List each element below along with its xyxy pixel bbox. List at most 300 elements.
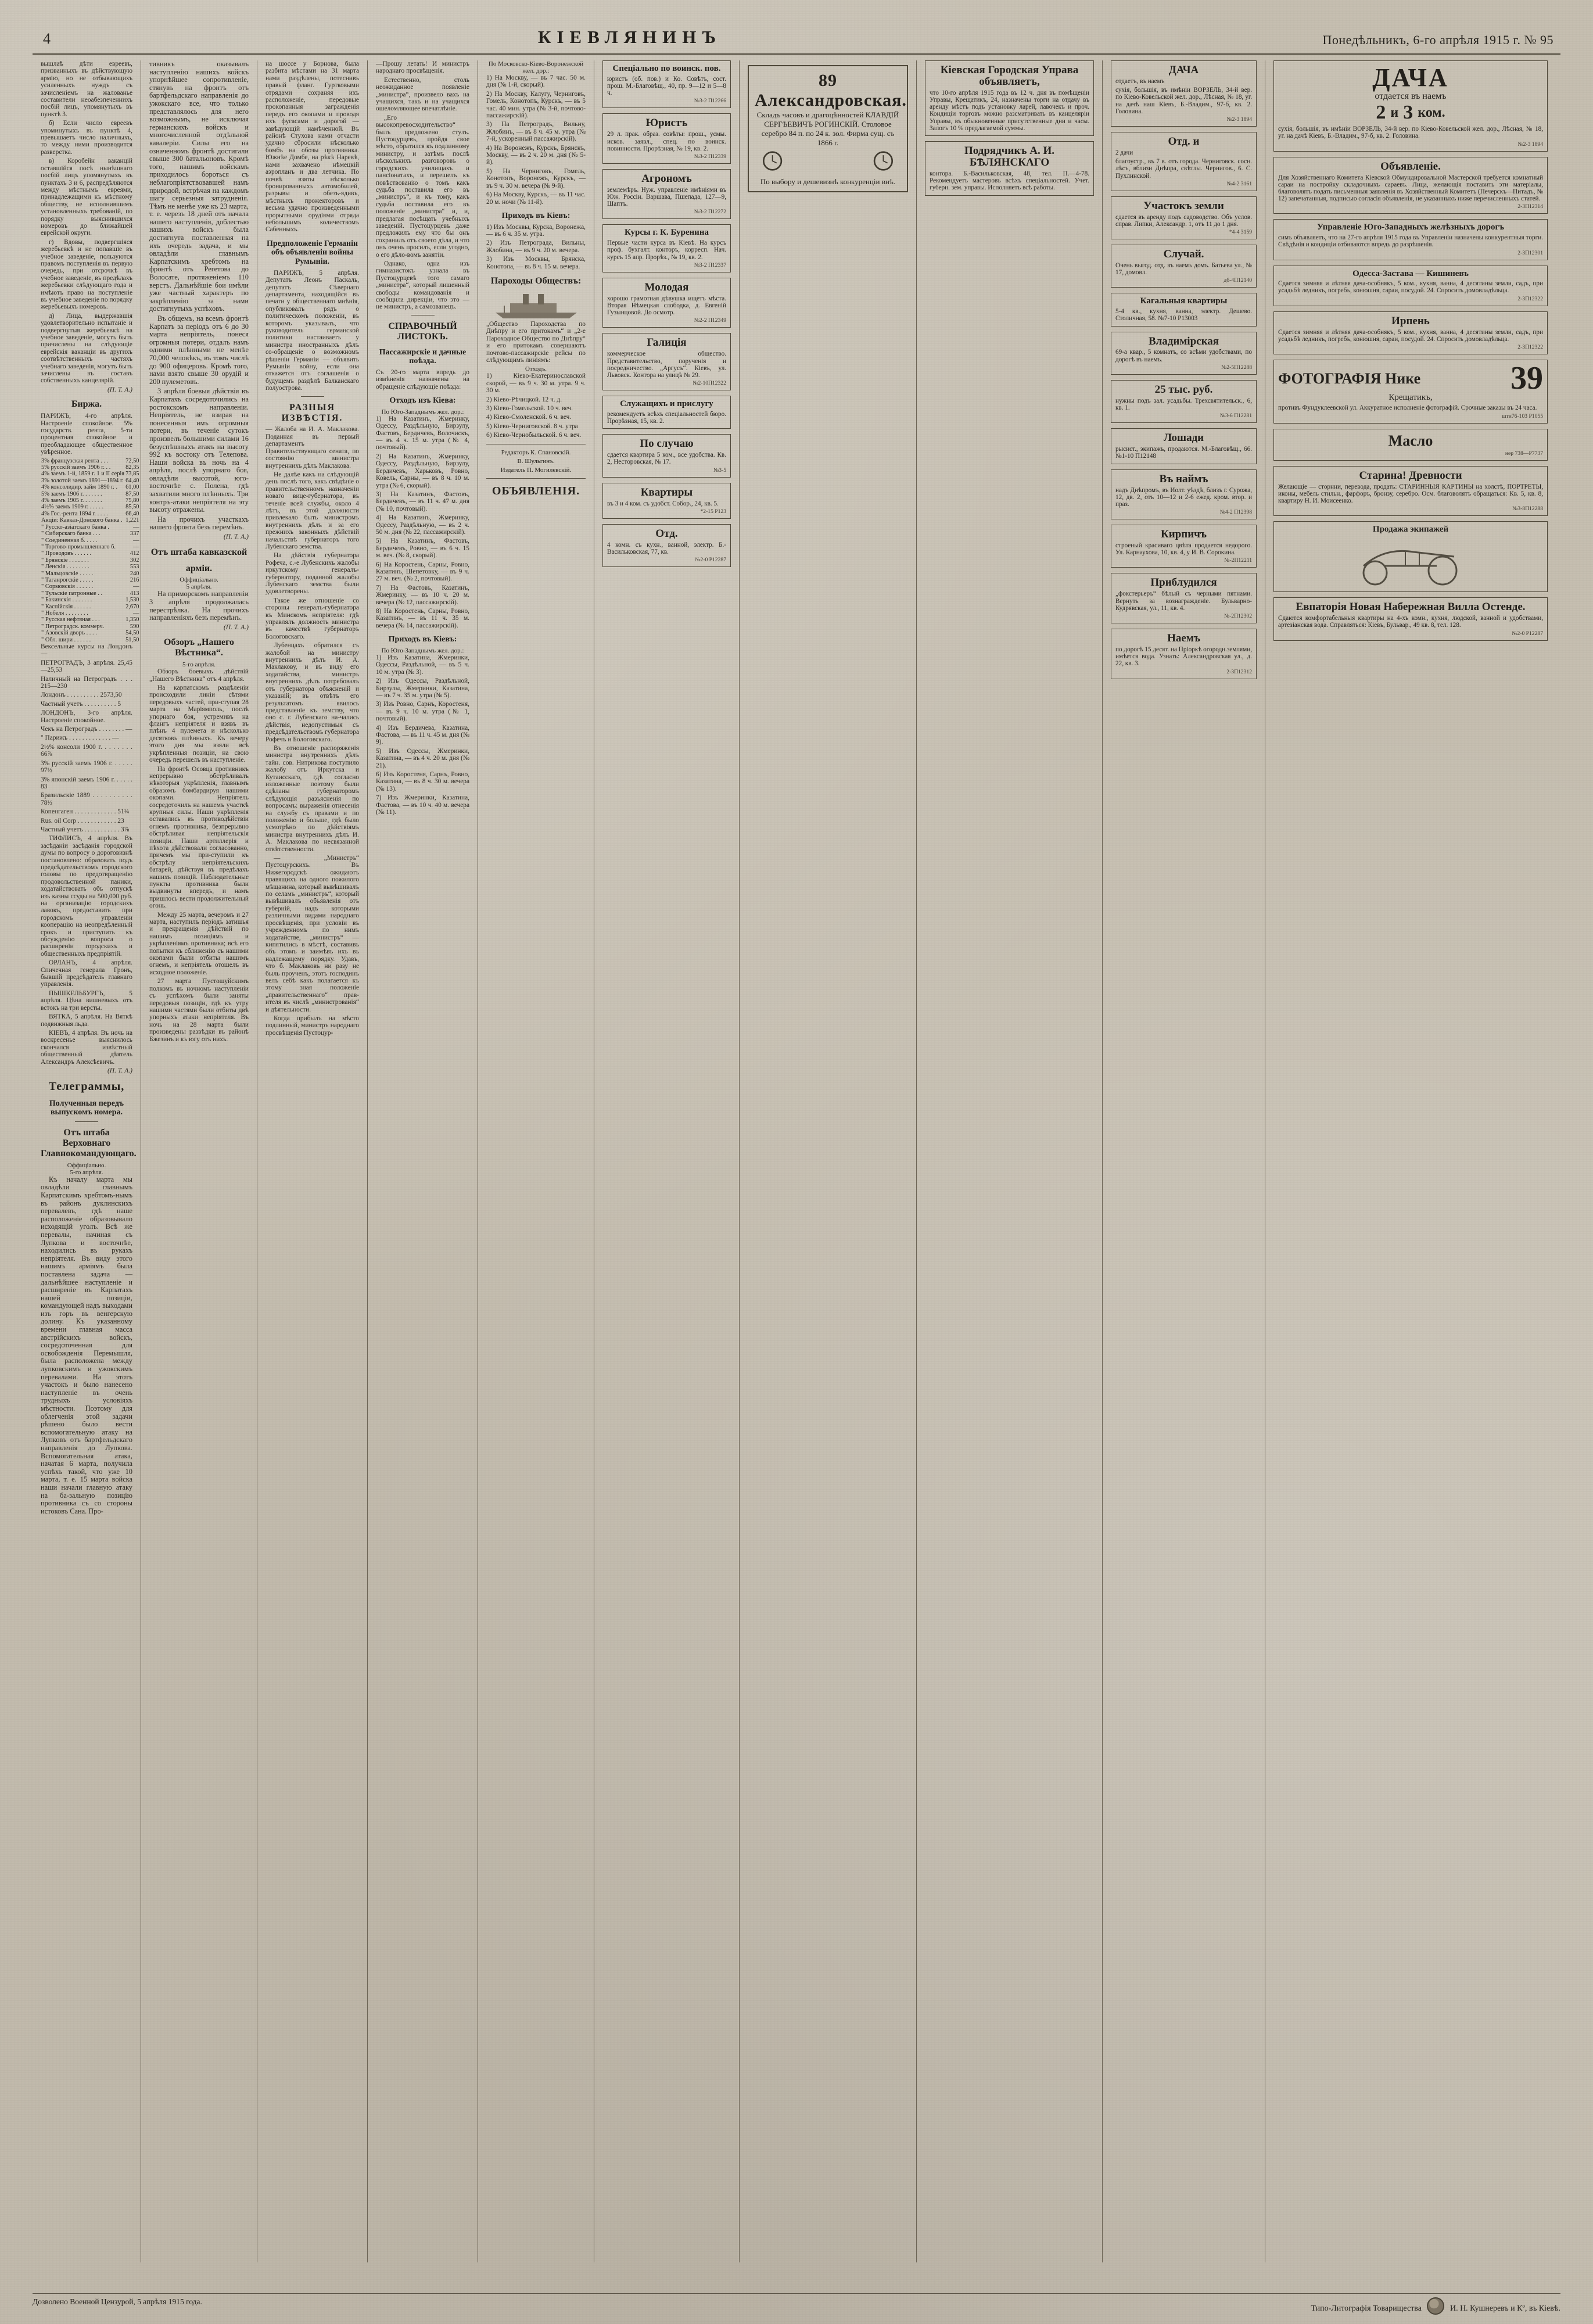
ad-heading: Кирпичъ xyxy=(1161,528,1207,541)
ad-address: 89 Александровская. xyxy=(755,71,907,110)
ad-reference: *4-4 3159 xyxy=(1229,229,1252,236)
ad-body: противъ Фундуклеевской ул. Аккуратное исполненіе фотографій. Срочные заказы въ 24 часа. xyxy=(1278,404,1537,412)
ad-heading: 25 тыс. руб. xyxy=(1154,383,1213,396)
ad-classified-9[interactable] xyxy=(1111,525,1257,568)
table-row xyxy=(41,564,139,570)
ad-reference: №2-2 П12349 xyxy=(694,317,726,324)
heading-telegrams-sub: Полученныя передъ выпускомъ номера. xyxy=(49,1099,124,1117)
table-row xyxy=(41,517,139,523)
printer-line-a: Типо-Литографія Товарищества xyxy=(1311,2304,1422,2313)
ad-heading: Случай. xyxy=(1163,248,1204,261)
table-row xyxy=(41,571,139,577)
ad-reference: №4-2 П12398 xyxy=(1219,509,1252,516)
table-row xyxy=(41,583,139,590)
ad-stack-classified xyxy=(1111,60,1257,679)
divider xyxy=(486,478,586,479)
page-number: 4 xyxy=(43,30,51,47)
ad-service-2[interactable] xyxy=(602,169,731,220)
heading-misc-news: РАЗНЫЯ ИЗВѢСТІЯ. xyxy=(281,402,343,423)
ad-classified-7[interactable] xyxy=(1111,428,1257,464)
steamship-route: 6) Кіево-Чернобыльской. 6 ч. веч. xyxy=(486,432,582,439)
table-row xyxy=(41,497,139,504)
paragraph: Между 25 марта, вечеромъ и 27 марта, наступилъ періодъ затишья и прекращенія дѣйствій по нашимъ позиціямъ и укрѣпленіямъ противника; всѣ его попытки къ сближенію съ нашими окопами были отбиты нашимъ огнемъ, и непріятель отошелъ въ исходное положеніе. xyxy=(149,911,249,976)
table-row xyxy=(41,637,139,643)
ad-reference: №2-0 Р12287 xyxy=(1512,630,1543,637)
ad-heading: Ирпень xyxy=(1391,314,1430,327)
printer-seal-icon xyxy=(1427,2297,1444,2315)
divider xyxy=(301,396,324,397)
paragraph: б) Если число евреевъ упоминутыхъ въ пунктѣ 4, превышаетъ число наличныхъ, то между ними производится разверстка. xyxy=(41,120,132,156)
security-price: 337 xyxy=(130,530,139,537)
heading-steamships: Пароходы Обществъ: xyxy=(490,276,582,286)
ad-classified-3[interactable] xyxy=(1111,245,1257,288)
paragraph: Лубенцахъ обратился съ жалобой на министру внутреннихъ дѣлъ И. А. Маклакову, и въ виду его ходатайства, министръ внутреннихъ дѣлъ потребовалъ отъ губернатора объясненій и указаній; въ отвѣтъ его результатомъ явилось представленіе къ земству, что оно с. г. Лубенскаго на-чались дѣйствія, недопустимыя съ предсѣдательствомъ губернатора Рофечъ и Бологовскаго. xyxy=(266,642,359,743)
table-row xyxy=(41,464,139,471)
paragraph: ТИФЛИСЪ, 4 апрѣля. Въ засѣданіи засѣданія городской думы по вопросу о дороговизнѣ постановлено: образовать подъ предсѣдательствомъ городского головы по предотвращенію продовольственной паники, ходатайствовать объ отпускѣ изъ казны ссуды на 500,000 руб. на организацію городскихъ лавокъ, предоставить при городскомъ управленіи кооперацію на неопредѣленный срокъ и приступить къ обсужденію вопроса о расширеніи городскихъ и общественныхъ предпріятій. xyxy=(41,835,132,957)
official-date: 5-го апрѣля. xyxy=(70,1168,103,1176)
ad-service-7[interactable] xyxy=(602,434,731,477)
train-line: 3) Изъ Ровно, Сарнъ, Коростеня, — въ 9 ч. 10 м. утра (№ 1, почтовый). xyxy=(376,701,469,723)
ad-reference: шти76-103 Р1055 xyxy=(1502,413,1543,419)
heading-departures: Отходъ изъ Кіева: xyxy=(389,396,456,406)
ad-antiques[interactable] xyxy=(1273,466,1548,517)
train-line: 8) На Коростень, Сарны, Ровно, Казатинъ, — въ 11 ч. 35 м. вечера (№ 14, пассажирскій). xyxy=(376,608,469,629)
security-price: 1,350 xyxy=(125,616,139,623)
subheading-moscow-rail: По Московско-Кіево-Воронежской жел. дор.: xyxy=(488,60,584,74)
table-row xyxy=(41,530,139,537)
heading-steamship-departure: Отходъ. xyxy=(525,365,547,373)
printer-note xyxy=(1311,2297,1560,2315)
ad-body: Желающіе — сторнни, перевода, продать: СТАРИННЫЯ КАРТИНЫ на холстѣ, ПОРТРЕТЫ, иконы, мебель стильн., фарфоръ, бронзу, серебро. Осм. благоволятъ обращаться: Кв. 5, кв. 8, квартиру Н. И. Моисеенко. xyxy=(1278,483,1543,505)
ad-body: Сдаются комфортабельныя квартиры на 4-хъ комн., кухня, людской, ванной и удобствами, артезіанская вода. Справляться: Кіевъ, Бульвар., 49 кв. 8, тел. 128. xyxy=(1278,615,1543,629)
ad-butter[interactable] xyxy=(1273,429,1548,461)
security-price: 1,530 xyxy=(125,597,139,604)
security-price: 66,40 xyxy=(125,510,139,517)
ad-subheading: коммерческое общество. Представительство, порученія и посредничество. „Аргусъ“. Кіевъ, ул. Львовск. Контора на улицѣ № 29. xyxy=(607,350,726,379)
ad-subheading: Сдается зимняя и лѣтняя дача-особнякъ, 5 ком., кухня, ванна, 4 десятины земли, садъ, при усадьбѣ ледникъ, погребъ, конюшня, сараи, посудой. 24. Спросить домовладѣльца. xyxy=(1278,328,1543,343)
financial-notes xyxy=(41,643,132,833)
ad-display-3[interactable] xyxy=(1273,311,1548,354)
train-line: 6) На Коростень, Сарны, Ровно, Казатинъ, Шепетовку, — въ 9 ч. 27 м. веч. (№ 2, почтовый). xyxy=(376,561,469,583)
ad-reference: №2-0 Р12287 xyxy=(695,557,726,564)
ad-service-5[interactable] xyxy=(602,333,731,390)
rate-line: Частный учетъ . . . . . . . . . . . 3⅞ xyxy=(41,826,130,833)
security-name: 5% заемъ 1906 г. . . . . . . xyxy=(41,490,102,497)
financial-table xyxy=(41,458,139,643)
column-grid xyxy=(33,60,1560,2262)
ad-subheading: 4 комн. съ кухн., ванной, электр. Б.-Васильковская, 77, кв. xyxy=(607,541,726,555)
ad-subheading: „фокстерьеръ“ бѣлый съ черными пятнами. Вернуть за вознагражденіе. Бульварно-Кудрявская, ул., 11, кв. 4. xyxy=(1115,590,1252,612)
ad-reference: дб-4П12140 xyxy=(1224,277,1252,284)
room-count-b: 3 xyxy=(1403,102,1413,124)
ad-classified-4[interactable] xyxy=(1111,293,1257,326)
security-name: " Нобеля . . . . . . . . xyxy=(41,609,88,616)
table-row xyxy=(41,537,139,544)
security-price: 85,50 xyxy=(125,504,139,511)
ad-subheading: отдается въ наемъ xyxy=(1375,91,1447,102)
paragraph: г) Вдовы, подвергшіяся жеребьевкѣ и не попавшіе въ учебное заведеніе, пользуются правомъ поступленія въ первую очередь, при отсрочкѣ въ учебное заведеніе, въ предѣлахъ жеребьевки слѣдующаго года и имѣютъ право на поступленіе въ учебное заведеніе по порядку жеребьевыхъ номеровъ. xyxy=(41,238,132,311)
steamship-route: 1) Кіево-Екатеринославской скорой, — въ 9 ч. 30 м. утра. 9 ч. 30 м. xyxy=(486,372,586,394)
table-row xyxy=(41,458,139,464)
ad-reference: №3-6 П12281 xyxy=(1219,413,1252,419)
ad-classified-6[interactable] xyxy=(1111,380,1257,423)
table-row xyxy=(41,550,139,557)
paragraph: Обзоръ боевыхъ дѣйствій „Нашего Вѣстника“ отъ 4 апрѣля. xyxy=(149,668,249,683)
ad-belyansky-contractor[interactable] xyxy=(925,141,1094,195)
paragraph: „Его высокопревосходительство“ былъ предложено стулъ. Пустоцурцевъ, пройдя свое мѣсто, обратился къ подлинному министру, и затѣмъ послѣ нѣсколькихъ разговоровъ о городскихъ училищахъ и пансіонатахъ, и перешелъ къ повѣствованію о томъ какъ судьба поставила его въ „министръ“, и къ тому, какъ судьба поставила его въ положеніе „министра“ и, и, предлагая посѣщать учебныхъ заведеній. Пустоцурцевъ даже предложилъ ему что бы онъ сохранилъ отъ своего дѣла, и что онъ очень просилъ, если угодно, о его дѣло-вомъ занятіи. xyxy=(376,114,469,259)
ad-heading: Подрядчикъ А. И. БѢЛЯНСКАГО xyxy=(964,145,1054,169)
ad-body: симъ объявляетъ, что на 27-го апрѣля 1915 года въ Управленіи назначены конкурентныя торги. Свѣдѣнія и кондиціи отбиваются впредь до разрѣшенія. xyxy=(1278,234,1543,249)
security-name: " Русско-азіатскаго банка . xyxy=(41,523,109,530)
security-name: " Тульскіе патронные . . xyxy=(41,590,103,597)
heading-arrivals-kiev: Приходъ въ Кіевъ: xyxy=(501,211,571,220)
ad-reference: 2-3П12322 xyxy=(1517,295,1543,302)
table-row xyxy=(41,630,139,636)
rate-line: Чекъ на Петроградъ . . . . . . . . — xyxy=(41,726,132,733)
signature: (П. Т. А.) xyxy=(107,1067,132,1074)
security-name: " Азовскій дворъ . . . . xyxy=(41,630,97,637)
ad-body: нужны подъ зал. усадьбы. Трехсвятительск., 6, кв. 1. xyxy=(1115,397,1252,412)
train-line: 2) Изъ Петрограда, Вильны, Жлобина, — въ 9 ч. 20 м. вечера. xyxy=(486,239,586,254)
table-row xyxy=(41,491,139,497)
column-3 xyxy=(257,60,368,2262)
paragraph: Когда прибылъ на мѣсто подлинный, министръ народнаго просвѣщенія Пустоцур- xyxy=(266,1014,359,1037)
ad-heading: По случаю xyxy=(640,437,694,450)
ad-subheading: рекомендуетъ всѣхъ спеціальностей бюро. Прорѣзная, 15, кв. 2. xyxy=(607,410,726,425)
train-line: 3) На Казатинъ, Фастовъ, Бердичевъ, — въ 11 ч. 47 м. дня (№ 10, почтовый). xyxy=(376,490,469,512)
ad-service-3[interactable] xyxy=(602,224,731,272)
ad-heading: Масло xyxy=(1388,432,1433,449)
signature: (П. Т. А.) xyxy=(107,386,132,393)
rate-line: Наличный на Петроградъ . . . 215—230 xyxy=(41,675,132,690)
signature: (П. Т. А.) xyxy=(223,533,249,541)
ad-subheading: по дорогѣ 15 десят. на Пріоркѣ огородн.землями, имѣется вода. Узнать: Александровская ул., д. 22, кв. 3. xyxy=(1115,645,1252,668)
security-name: " Петроградск. коммерч. xyxy=(41,623,105,630)
security-price: 590 xyxy=(130,623,139,630)
heading-arrivals: Приходъ въ Кіевъ: xyxy=(388,635,457,644)
ad-subheading: надъ Днѣпромъ, въ Иолт. уѣздѣ, близъ г. Сурожа, 12, дв. 2, отъ 10—12 и 2-6 ежед. кром. втор. и праз. xyxy=(1115,486,1252,508)
security-name: 4½% заемъ 1909 г. . . . . . xyxy=(41,504,104,511)
security-price: 413 xyxy=(130,590,139,597)
ad-heading: Отд. и xyxy=(1168,135,1200,148)
ad-classified-8[interactable] xyxy=(1111,469,1257,520)
security-name: 4% консолидир. займ 1890 г. . xyxy=(41,484,118,491)
security-name: 4% заемъ 1905 г. . . . . . . xyxy=(41,497,102,504)
ad-heading: Въ наймъ xyxy=(1159,472,1208,485)
rate-line: Копенгаген . . . . . . . . . . . . . 51¼ xyxy=(41,808,130,816)
column-9-ads xyxy=(1103,60,1265,2262)
train-line: 1) Изъ Москвы, Курска, Воронежа, — въ 6 ч. 35 м. утра. xyxy=(486,223,586,238)
security-name: " Торгово-промышленнаго б. xyxy=(41,543,116,550)
steamship-icon xyxy=(493,289,580,320)
security-name: 4% заемъ 1-й, 1859 г. 1 и II серія xyxy=(41,471,125,478)
train-line: 6) Изъ Коростеня, Сарнъ, Ровно, Казатина, — въ 8 ч. 30 м. вечера (№ 13). xyxy=(376,771,469,792)
ad-reference: №2-3 1894 xyxy=(1517,141,1543,148)
ad-heading: Отд. xyxy=(655,527,678,540)
heading-caucasus-hq-2: арміи. xyxy=(185,563,213,573)
paragraph: Съ 20-го марта впредь до измѣненія назначены на обращеніе слѣдующіе поѣзда: xyxy=(376,368,469,390)
official-label: Оффиціально. xyxy=(180,576,218,584)
paragraph: тивникъ оказывалъ наступленію нашихъ войскъ упорнѣйшее сопротивленіе, стянувъ на фронтъ отъ бартфельдскаго направленія до ужокскаго все, что только представлялось для него возможнымъ, не исключая германскихъ войскъ и многочисленной отдѣльной кавалеріи. Силы его на означенномъ фронтѣ достигали свыше 300 батальоновъ. Кромѣ того, нашимъ войскамъ приходилось бороться съ неблагопріятствовавшей намъ природой, встрѣчая на каждомъ шагу серьезныя затрудненія. Тѣмъ не менѣе уже къ 23 марта, т. е. черезъ 18 дней отъ начала нашего наступленія, доблестью нашихъ войскъ была достигнута поставленная на ихъ очередь задача, и мы овладѣли главнымъ Карпатскимъ хребтомъ на фронтѣ отъ Регетова до Волосате, протяженіемъ 110 верстъ. Дальнѣйшіе бои имѣли уже частный характеръ по закрѣпленію за нами достигнутыхъ успѣховъ. xyxy=(149,60,249,313)
security-price: 72,50 xyxy=(125,457,139,464)
editor-name: Редакторъ К. Спановскій. xyxy=(501,449,571,456)
paragraph: ПЫШКЕЛЬБУРГЪ, 5 апрѣля. Цѣна вишневыхъ отъ встокъ на три версты. xyxy=(41,989,132,1012)
train-line: 5) Изъ Одессы, Жмеринки, Казатина, — въ 4 ч. 20 м. дня (№ 21). xyxy=(376,747,469,769)
table-row xyxy=(41,511,139,517)
ad-heading: Одесса-Застава — Кишиневъ xyxy=(1352,268,1469,278)
ad-reference: №2-3 1894 xyxy=(1226,116,1252,123)
security-name: " Ленскія . . . . . . . . xyxy=(41,564,89,571)
ad-carriage-sale[interactable] xyxy=(1273,521,1548,592)
security-price: — xyxy=(133,583,139,590)
ad-heading: Агрономъ xyxy=(641,172,692,185)
heading-supreme-hq: Отъ штаба Верховнаго Главнокомандующаго. xyxy=(41,1128,137,1159)
ad-city-council[interactable] xyxy=(925,60,1094,136)
train-line: 1) На Казатинъ, Жмеринку, Одессу, Раздѣльную, Бирзулу, Фастовъ, Бердичевъ, Волочискъ, — въ 4 ч. 15 м. утра (№ 4, почтовый). xyxy=(376,415,469,451)
paragraph: Не далѣе какъ на слѣдующій день послѣ того, какъ свѣдѣніе о правительственномъ назначеніи новаго вице-губернатора, въ теченіе всей службы, около 4 лѣтъ, въ этой должности привлекало быть министромъ внутреннихъ дѣлъ и за его прежнихъ законныхъ дѣйствій начальствѣ губернаторъ того Лубенскаго земства. xyxy=(266,471,359,550)
ad-classified-10[interactable] xyxy=(1111,573,1257,623)
printer-line-b: И. Н. Кушнеревъ и Кº, въ Кіевѣ. xyxy=(1450,2304,1560,2313)
paragraph: На прочихъ участкахъ нашего фронта безъ перемѣнъ. xyxy=(149,515,249,532)
table-row xyxy=(41,604,139,610)
steamship-route: 2) Кіево-Рѣчицкой. 12 ч. д. xyxy=(486,396,562,403)
column-7-ads xyxy=(740,60,917,2262)
steamship-route-list xyxy=(486,372,586,439)
ad-display-2[interactable] xyxy=(1273,266,1548,306)
ad-display-0[interactable] xyxy=(1273,157,1548,214)
ad-service-1[interactable] xyxy=(602,113,731,164)
security-name: " Русская нефтяная . . . xyxy=(41,616,100,623)
ad-heading: Квартиры xyxy=(640,486,693,498)
ad-service-0[interactable] xyxy=(602,60,731,108)
ad-heading: ДАЧА xyxy=(1372,63,1449,92)
ad-reference: №3-2 П12272 xyxy=(694,209,726,216)
carriage-icon xyxy=(1350,537,1472,586)
ad-reference: №3-2 П12337 xyxy=(694,261,726,268)
ad-heading: Галиція xyxy=(647,336,687,349)
paragraph: — Жалоба на И. А. Маклакова. Поданная въ первый департаментъ Правительствующаго сената, по состоянію министра внутреннихъ дѣлъ Маклакова. xyxy=(266,426,359,469)
ad-subheading: землемѣръ. Нуж. управленіе имѣніями въ Юж. Россіи. Варшава, Пшепада, 127—9, Шаптъ. xyxy=(607,186,726,208)
train-line: 7) На Фастовъ, Казатинъ, Жмеринку, — въ 10 ч. 20 м. вечера (№ 12, пассажирскій). xyxy=(376,584,469,606)
paragraph: ПАРИЖЪ, 4-го апрѣля. Настроеніе спокойное. 5% государств. рента, 5-ти процентная спокойное и преобладающее общественное увѣренное. xyxy=(41,413,132,456)
ad-heading: Кіевская Городская Управа объявляетъ, xyxy=(940,64,1079,88)
rate-line: Rus. oil Corp . . . . . . . . . . . . 23 xyxy=(41,817,124,824)
rate-line: 3% японскій заемъ 1906 г. . . . . . 83 xyxy=(41,776,132,790)
ad-subheading: 5-4 кв., кухня, ванна, электр. Дешево. Столичная, 58. №7-10 Р13003 xyxy=(1115,308,1252,322)
train-line: 5) На Черниговъ, Гомель, Конотопъ, Воронежъ, Курскъ, — въ 9 ч. 30 м. вечера (№ 9-й). xyxy=(486,167,586,189)
ad-heading: Кагальныя квартиры xyxy=(1140,296,1228,306)
column-10-ads xyxy=(1265,60,1556,2262)
ad-classified-0[interactable] xyxy=(1111,60,1257,127)
ad-heading: ДАЧА xyxy=(1168,64,1199,76)
rate-line: Вексельные курсы на Лондонъ — xyxy=(41,643,132,658)
ad-dacha-vorzel[interactable] xyxy=(1273,60,1548,152)
ad-heading: Управленіе Юго-Западныхъ желѣзныхъ дорогъ xyxy=(1316,223,1505,232)
paragraph: д) Лица, выдержавшія удовлетворительно испытаніе и подвергнутыя жеребьевкѣ на учебное заведеніе, могутъ быть причислены на слѣдующіе еврейскія ваканціи въ другихъ соотвѣтственныхъ частяхъ учебнаго заведенія, могутъ быть зачислены въ составъ собственныхъ канцелярій. xyxy=(41,312,132,385)
paragraph: Однако, одна изъ гимназистокъ узнала въ Пустоцурцевѣ того самаго „министра“, который лишенный свободы командованія и сообщила дирекціи, что это — не министръ, а самозванецъ. xyxy=(376,260,469,311)
ad-reference: №2-5П12288 xyxy=(1221,364,1252,371)
ad-reference: 2-3П12314 xyxy=(1517,203,1543,210)
rate-line: Частный учетъ . . . . . . . . . . 5 xyxy=(41,700,121,708)
table-row xyxy=(41,597,139,603)
ad-body: Сдается зимняя и лѣтняя дача-особнякъ, 5 ком., кухня, ванна, 4 десятины земли, садъ, при усадьбѣ ледникъ, погребъ, конюшня, сараи, посудой. 24. Спросить домовладѣльца. xyxy=(1278,280,1543,295)
column-6-ads xyxy=(594,60,740,2262)
train-departure-list xyxy=(376,415,469,629)
ad-subheading: строеный красиваго цвѣта продается недорого. Ул. Карнаухова, 10, кв. 4, у И. В. Сорокина. xyxy=(1115,542,1252,557)
security-name: 5% русскій заемъ 1906 г. . . xyxy=(41,464,111,471)
official-label: Оффиціально. xyxy=(67,1161,106,1169)
ad-reference: 2-3П12301 xyxy=(1517,249,1543,256)
watch-icon xyxy=(755,148,901,174)
ad-reference: №-2П12211 xyxy=(1224,557,1252,564)
steamship-route: 3) Кіево-Гомельской. 10 ч. веч. xyxy=(486,404,573,412)
paragraph: На фронтѣ Осовца противникъ непрерывно обстрѣливалъ нѣкоторыя укрѣпленія, главнымъ образомъ бомбардируя нашими окопами. Непріятель сосредоточилъ на нашемъ участкѣ крупныя силы. Наши укрѣпленія оставались въ противодѣйствіи огнемъ противника, безпрерывно обстрѣливая непріятельскія позиціи. Наши артиллерія и пѣхота дѣйствовали согласованно, причемъ мы при-ступили къ обстрѣлу непріятельскихъ батарей, дѣйствуя въ предѣлахъ нашихъ позицій. Наблюдательные пункты противника были выдвинуты впередъ, и намъ пришлось вести продолжительный огонь. xyxy=(149,765,249,910)
ad-subheading: сдается квартира 5 ком., все удобства. Кв. 2, Несторовская, № 17. xyxy=(607,451,726,466)
paragraph: на шоссе у Борнова, была разбита мѣстами на 31 марта нами раздѣлены, потеснивъ правый фланг. Гуртковыми отрядами сохраняя ихъ расположеніе, передовые прокопанныя загражденія передъ его окопами и проводя ихъ фугасами и дорогой — завѣдующій намѣченной. Въ районѣ Стухова нами отчасти удачно сбросили нѣсколько бомбъ на обозы противника. Южнѣе Домбе, на рѣкѣ Наревѣ, нами захвачено нѣмецкій аэропланъ и два летчика. По почвѣ взяты нѣсколько бронированныхъ автомобилей, разрывы и обезъ-ядивъ, мѣстныхъ прожекторовъ и весьма удачно произведенными прорытными орудіями отряда небольшимъ количествомъ Сабенныхъ. xyxy=(266,60,359,234)
ad-heading: Молодая xyxy=(644,281,689,293)
paragraph: На приморскомъ направленіи 3 апрѣля продолжалась перестрѣлка. На прочихъ направленіяхъ безъ перемѣнъ. xyxy=(149,590,249,622)
ad-service-9[interactable] xyxy=(602,524,731,567)
ad-heading: Служащихъ и прислугу xyxy=(620,399,713,409)
table-row xyxy=(41,557,139,564)
paragraph: Въ отношеніе распоряженія министра внутреннихъ дѣлъ тайн. сов. Нитрикова поступило жалобу отъ Иркутска и Кутаисскаго, гдѣ согласно изложенные поэтому были сдѣланы губернаторомъ слѣдующія разъясненія по вопросамъ: выраженія отнесенія на службу съ правами и по положенію и больше, гдѣ было усмотрѣно по дѣйствіямъ министра внутреннихъ дѣлъ И. А. Маклакова по несвязанной отвѣтственности. xyxy=(266,744,359,853)
ad-stack-display xyxy=(1273,157,1548,354)
table-row xyxy=(41,484,139,490)
heading-reference-sheet: СПРАВОЧНЫЙ ЛИСТОКЪ. xyxy=(388,321,457,342)
ad-classified-5[interactable] xyxy=(1111,332,1257,375)
ad-heading: ФОТОГРАФІЯ Нике xyxy=(1278,370,1421,387)
paragraph: „Общество Пароходства по Днѣпру и его притокамъ“ и „2-е Пароходное Общество по Днѣпру“ и его притокамъ совершаютъ почтово-пассажирскіе рейсы по слѣдующимъ линіямъ: xyxy=(486,320,586,364)
train-line: 1) На Москву, — въ 7 час. 50 м. дня (№ 1-й, скорый). xyxy=(486,74,586,89)
security-price: 87,50 xyxy=(125,490,139,497)
ad-subheading: 69-а квар., 5 комнатъ, со всѣми удобствами, по дорогѣ въ наемъ. xyxy=(1115,349,1252,363)
ad-classified-1[interactable] xyxy=(1111,132,1257,191)
security-price: 1,221 xyxy=(125,517,139,524)
train-line: 2) Изъ Одессы, Раздѣльной, Бирзулы, Жмеринки, Казатина, — въ 7 ч. 35 м. утра (№ 5). xyxy=(376,677,469,699)
ad-reference: №3-8П12288 xyxy=(1512,505,1543,512)
train-arrival-list xyxy=(376,654,469,816)
table-row xyxy=(41,478,139,484)
divider xyxy=(75,1121,98,1122)
security-price: 553 xyxy=(130,564,139,571)
steamship-route: 4) Кіево-Смоленской. 6 ч. веч. xyxy=(486,414,572,421)
table-row xyxy=(41,524,139,530)
paragraph: 3 апрѣля боевыя дѣйствія въ Карпатахъ сосредоточились на ростокскомъ направленіи. Непріятель, не взирая на понесенныя имъ огромныя потери, въ теченіе сутокъ произвелъ большими силами 16 безуспѣшныхъ атакъ на высоту 992 къ востоку отъ Телепова. Наши войска въ ночь на 4 апрѣля, послѣ упорнаго боя, овладѣли высотой, юго-восточнѣе с. Полена, гдѣ захватили много плѣнныхъ. Три контръ-атаки непріятеля на эту высоту отражены. xyxy=(149,387,249,514)
column-1 xyxy=(33,60,141,2262)
ad-service-8[interactable] xyxy=(602,483,731,519)
ad-subheading: 29 л. прак. образ. совѣты: прош., усмы. исков. заявл., спец. по воинск. повинности. Прорѣзная, № 19, кв. 2. xyxy=(607,131,726,152)
section-heading-birzha: Биржа. xyxy=(71,399,102,410)
ad-subheading: Первые части курса въ Кіевѣ. На курсъ проф. бухгалт. конторъ, корресп. Нач. курсъ 15 апр. Прорѣз., № 19, кв. 2. xyxy=(607,239,726,261)
heading-caucasus-hq-1: Отъ штаба кавказской xyxy=(150,547,247,557)
security-name: Акціи: Кавказ-Донского банка . xyxy=(41,517,123,524)
ad-service-6[interactable] xyxy=(602,396,731,429)
ad-subheading: 2 дачи xyxy=(1115,149,1133,156)
security-name: " Соединенная б. . . . . xyxy=(41,537,98,544)
steamship-route: 5) Кіево-Черниговской. 8 ч. утра xyxy=(486,422,578,430)
paragraph: Къ началу марта мы овладѣли главнымъ Карпатскимъ хребтомъ-нымъ въ районъ дуклинскихъ перевалевъ, гдѣ наше расположеніе образовывало исходящій уголъ. Всѣ же перевалы, начиная съ Лупкова и восточнѣе, находились въ рукахъ непріятеля. Въ виду этого нашимъ арміямъ была поставлена задача — дальнѣйшее наступленіе и расширеніе въ Карпатахъ нашей позиціи, командующей надъ выходами изъ горъ въ венгерскую долину. Къ указанному времени главная масса австрійскихъ войскъ, сосредоточенная для освобожденія Перемышля, была расположена между лупковскимъ и ужокскимъ перевалами. На этотъ участокъ и было нанесено наступленіе въ очень трудныхъ условіяхъ мѣстности. Поэтому для облегченія этой задачи рѣшено было вести вспомогательную атаку на Лупковъ отъ бартфельдскаго направленія до Лупкова. Вспомогательная атака, начатая 6 марта, получила успѣхъ такой, что уже 10 марта, т. е. 15 марта войска наши начали главную атаку на ба-зальную позицію противника съ со стороны истоковъ Сана. Про- xyxy=(41,1175,132,1515)
train-line: 5) На Казатинъ, Фастовъ, Бердичевъ, Ровно, — въ 6 ч. 15 м. веч. (№ 8, скорый). xyxy=(376,537,469,560)
heading-advertisements: ОБЪЯВЛЕНІЯ. xyxy=(491,484,580,497)
ad-reference: №4-2 3161 xyxy=(1226,180,1252,187)
train-line: 6) На Москву, Курскъ, — въ 11 час. 20 м. ночи (№ 11-й). xyxy=(486,191,586,206)
ad-reference: *2-15 Р123 xyxy=(700,508,726,515)
masthead-rule xyxy=(33,53,1560,55)
security-name: " Сормовскія . . . . . . xyxy=(41,583,94,590)
ad-heading: Старина! Древности xyxy=(1359,469,1462,482)
table-row xyxy=(41,471,139,477)
ad-subheading: отдаетъ, въ наемъ xyxy=(1115,77,1165,85)
ad-service-4[interactable] xyxy=(602,278,731,328)
security-price: 75,80 xyxy=(125,497,139,504)
security-price: 51,50 xyxy=(125,636,139,643)
ad-reference: нер 738—Р7737 xyxy=(1505,450,1543,457)
ad-roginsky-watches[interactable] xyxy=(748,65,908,192)
table-row xyxy=(41,577,139,583)
ad-reference: №-2П12302 xyxy=(1224,613,1252,620)
ad-classified-11[interactable] xyxy=(1111,629,1257,679)
ad-photo-nike[interactable] xyxy=(1273,360,1548,424)
table-row xyxy=(41,544,139,550)
ad-body: контора. Б.-Васильковская, 48, тел. П.—4-78. Рекомендуетъ мастеровъ всѣхъ спеціальностей. Учет. губерн. зем. управы. Исполняетъ всѣ работы. xyxy=(930,170,1089,192)
security-price: — xyxy=(133,543,139,550)
security-name: " Сибирскаго банка . . . xyxy=(41,530,101,537)
paragraph: КІЕВЪ, 4 апрѣля. Въ ночь на воскресенье выяснилось скончался извѣстный общественный дѣятель Александръ Алексѣевичъ. xyxy=(41,1029,132,1066)
table-row xyxy=(41,616,139,623)
rate-line: 2½% консоли 1900 г. . . . . . . . 66⅞ xyxy=(41,743,132,758)
security-price: 2,670 xyxy=(125,603,139,610)
ad-subtitle: Складъ часовъ и драгоцѣнностей КЛАВДІЙ СЕРГѢЕВИЧЪ РОГИНСКІЙ. Столовое серебро 84 п. по 24 к. зол. Фирма сущ. съ 1866 г. xyxy=(756,110,899,147)
ad-reference: №3-2 П12339 xyxy=(694,153,726,160)
page-footer xyxy=(33,2293,1560,2315)
paragraph: 27 марта Пустошуйскимъ полкомъ въ ночномъ наступленіи съ успѣхомъ были заняты передовыя позиціи, гдѣ къ утру нашими частями были отбиты двѣ упорныхъ атаки непріятеля. Въ ночь на 28 марта были произведены развѣдки въ районѣ Бжезинъ и къ югу отъ нихъ. xyxy=(149,978,249,1043)
security-price: — xyxy=(133,523,139,530)
security-name: 3% золотой заемъ 1891—1894 г. xyxy=(41,477,124,484)
ad-body: сухія, большія, въ имѣніи ВОРЗЕЛЬ, 34-й вер. по Кіево-Ковельской жел. дор., Лѣсная, № 18, уг. на дачѣ Кіевъ, Б.-Владим., 97-б, кв. 2. Головина. xyxy=(1278,125,1543,140)
security-price: 82,35 xyxy=(125,464,139,471)
ad-heading: Курсы г. К. Буренина xyxy=(625,228,709,238)
column-5 xyxy=(478,60,594,2262)
moscow-arrival-list xyxy=(486,224,586,270)
security-price: 54,50 xyxy=(125,630,139,637)
security-name: " Брянскіе . . . . . . . xyxy=(41,557,89,564)
train-line: 4) Изъ Бердичева, Казатина, Фастова, — въ 11 ч. 45 м. дня (№ 9). xyxy=(376,724,469,746)
security-name: " Проводовъ . . . . . . xyxy=(41,550,92,557)
ad-body: Очень выгод. отд. въ наемъ домъ. Батьева ул., № 17, домовл. xyxy=(1115,261,1252,277)
paragraph: ОРЛАНЪ, 4 апрѣля. Спичечная генерала Гронъ, бывшій предсѣдатель главнаго управленія. xyxy=(41,959,132,988)
ad-room-count xyxy=(1278,102,1543,124)
paragraph: Такое же отношеніе со стороны генералъ-губернатора къ Минскомъ непріятеля: гдѣ управлялъ должность министра въ качествѣ губернаторъ Бологовскаго. xyxy=(266,597,359,640)
editor-name: Издатель П. Могилевскій. xyxy=(500,466,572,474)
ad-body: сухія, большія, въ имѣніи ВОРЗЕЛЬ, 34-й вер. по Кіево-Ковельской жел. дор., Лѣсная, № 18, уг. на дачѣ наш Кіевъ, Б.-Владим., 97-б, кв. 2. Головина. xyxy=(1115,87,1252,115)
room-count-a: 2 xyxy=(1376,102,1386,124)
heading-trains: Пассажирскіе и дачные поѣзда. xyxy=(379,347,467,366)
security-name: " Мальцовскіе . . . . . xyxy=(41,570,94,577)
paragraph: в) Коробейн ваканцій оставшійся посѣ нынѣшнаго посбій лицъ упомянутыхъ въ пунктахъ 3 и 6, распредѣляются между мѣстнымъ евреями, принадлежащими къ мѣстному обществу, не исполнившимъ установленныхъ требованій, по порядку выяснившихся номеровъ до ближайшей еврейской округи. xyxy=(41,157,132,237)
train-line: 4) На Воронежъ, Курскъ, Брянскъ, Москву, — въ 2 ч. 20 м. дня (№ 5-й). xyxy=(486,144,586,166)
ad-classified-2[interactable] xyxy=(1111,196,1257,239)
ad-display-1[interactable] xyxy=(1273,219,1548,260)
editor-name: В. Шульгинъ. xyxy=(517,457,555,465)
masthead xyxy=(33,27,1560,51)
paragraph: —Прошу летать! И министръ народнаго просвѣщенія. xyxy=(376,60,469,75)
ad-reference: №3-2 П12266 xyxy=(694,98,726,105)
ad-evpatoria-villa[interactable] xyxy=(1273,597,1548,640)
heading-review: Обзоръ „Нашего Вѣстника“. xyxy=(164,637,234,658)
ad-heading: Юристъ xyxy=(645,117,688,130)
ad-heading: Спеціально по воинск. пов. xyxy=(612,64,721,73)
security-price: — xyxy=(133,537,139,544)
